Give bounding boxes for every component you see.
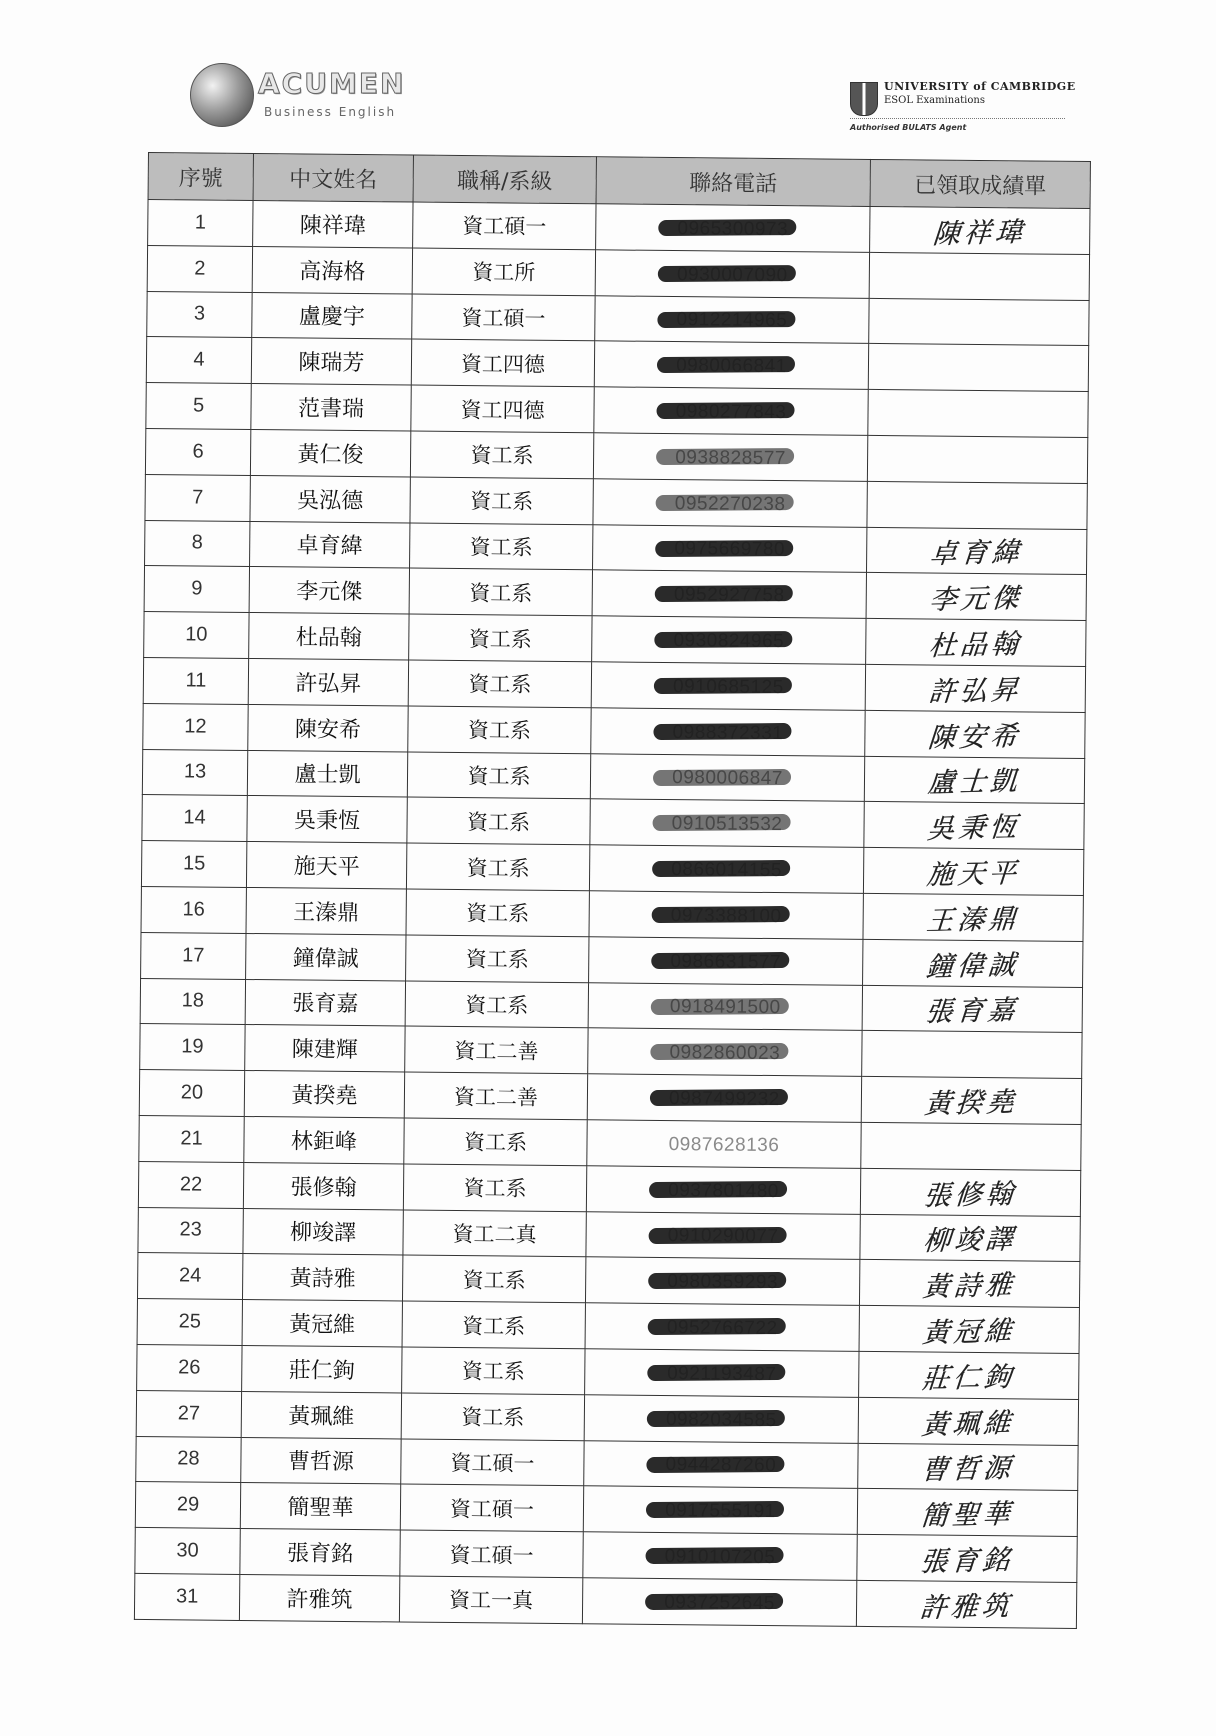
brand-word: ACUMEN xyxy=(258,67,406,100)
phone-cell xyxy=(589,845,863,893)
name-cell: 黃冠維 xyxy=(242,1300,402,1347)
handwritten-signature: 鐘偉誠 xyxy=(924,949,1021,983)
signature-cell xyxy=(860,1214,1080,1262)
cambridge-line1: UNIVERSITY of CAMBRIDGE xyxy=(884,80,1076,93)
phone-cell xyxy=(594,341,868,389)
signature-cell xyxy=(862,1031,1082,1079)
phone-cell xyxy=(591,662,865,710)
header-serial: 序號 xyxy=(148,153,253,201)
phone-cell xyxy=(584,1440,858,1488)
handwritten-signature: 莊仁鉤 xyxy=(920,1361,1017,1395)
divider xyxy=(850,118,1065,119)
handwritten-signature: 張修翰 xyxy=(922,1178,1019,1212)
handwritten-signature: 黃揆堯 xyxy=(923,1086,1019,1121)
phone-cell xyxy=(585,1257,859,1305)
cambridge-line2: ESOL Examinations xyxy=(884,95,985,106)
signature-cell xyxy=(857,1489,1077,1537)
phone-cell xyxy=(590,799,864,847)
redaction-mark xyxy=(650,1043,788,1060)
redaction-mark xyxy=(658,219,796,236)
serial-cell: 9 xyxy=(144,566,249,613)
serial-cell: 7 xyxy=(145,474,250,521)
serial-cell: 26 xyxy=(137,1344,242,1391)
serial-cell: 14 xyxy=(142,795,247,842)
score-report-table xyxy=(134,152,1090,1629)
redaction-mark xyxy=(658,265,796,282)
header-dept: 職稱/系級 xyxy=(413,155,596,204)
redaction-mark xyxy=(655,540,793,557)
name-cell: 曹哲源 xyxy=(241,1437,401,1484)
dept-cell: 資工系 xyxy=(406,889,589,937)
redaction-mark xyxy=(652,860,790,877)
handwritten-signature: 杜品翰 xyxy=(927,628,1024,663)
handwritten-signature: 許弘昇 xyxy=(927,674,1023,709)
name-cell: 王溱鼎 xyxy=(246,887,406,934)
serial-cell: 11 xyxy=(143,657,248,704)
phone-cell xyxy=(590,753,864,801)
name-cell: 許雅筑 xyxy=(239,1574,399,1621)
name-cell: 張育銘 xyxy=(240,1529,400,1576)
signature-cell xyxy=(859,1306,1079,1354)
signature-cell xyxy=(860,1168,1080,1216)
redaction-mark xyxy=(657,356,795,373)
handwritten-signature: 張育嘉 xyxy=(924,995,1020,1029)
dept-cell: 資工系 xyxy=(403,1164,586,1212)
signature-cell xyxy=(867,481,1087,529)
dept-cell: 資工系 xyxy=(406,935,589,983)
redaction-mark xyxy=(651,952,789,969)
name-cell: 盧慶宇 xyxy=(252,292,412,339)
dept-cell: 資工系 xyxy=(402,1347,585,1395)
globe-icon xyxy=(190,63,254,127)
redaction-mark xyxy=(653,814,791,831)
phone-cell xyxy=(587,1074,861,1122)
redaction-mark xyxy=(647,1364,785,1381)
handwritten-signature: 卓育緯 xyxy=(928,537,1025,571)
dept-cell: 資工系 xyxy=(409,614,592,662)
name-cell: 林鉅峰 xyxy=(244,1116,404,1163)
redaction-mark xyxy=(649,1227,787,1244)
redaction-mark xyxy=(647,1410,785,1427)
handwritten-signature: 盧士凱 xyxy=(926,766,1022,800)
brand-subtitle: Business English xyxy=(264,105,397,119)
cambridge-text xyxy=(884,80,1076,106)
name-cell: 陳安希 xyxy=(248,704,408,751)
phone-cell xyxy=(589,937,863,985)
header-received: 已領取成績單 xyxy=(870,159,1090,208)
signature-cell xyxy=(863,893,1083,941)
dept-cell: 資工系 xyxy=(408,706,591,754)
dept-cell: 資工系 xyxy=(410,477,593,525)
redaction-mark xyxy=(655,585,793,602)
phone-cell xyxy=(588,1028,862,1076)
name-cell: 許弘昇 xyxy=(248,658,408,705)
dept-cell: 資工系 xyxy=(407,752,590,800)
serial-cell: 12 xyxy=(143,703,248,750)
signature-cell xyxy=(862,985,1082,1033)
serial-cell: 16 xyxy=(141,886,246,933)
dept-cell: 資工系 xyxy=(401,1393,584,1441)
signature-cell xyxy=(867,435,1087,483)
serial-cell: 28 xyxy=(136,1436,241,1483)
dept-cell: 資工碩一 xyxy=(400,1530,583,1578)
signature-cell xyxy=(861,1122,1081,1170)
dept-cell: 資工系 xyxy=(402,1301,585,1349)
signature-cell xyxy=(863,939,1083,987)
signature-cell xyxy=(863,848,1083,896)
serial-cell: 24 xyxy=(137,1253,242,1300)
dept-cell: 資工二善 xyxy=(405,1026,588,1074)
signature-cell xyxy=(857,1534,1077,1582)
serial-cell: 30 xyxy=(135,1528,240,1575)
phone-cell xyxy=(585,1349,859,1397)
phone-cell xyxy=(583,1486,857,1534)
serial-cell: 22 xyxy=(138,1161,243,1208)
name-cell: 張育嘉 xyxy=(245,979,405,1026)
handwritten-signature: 李元傑 xyxy=(928,583,1024,617)
redaction-mark xyxy=(656,448,794,465)
name-cell: 高海格 xyxy=(252,246,412,293)
name-cell: 吳泓德 xyxy=(250,475,410,522)
signature-cell xyxy=(856,1580,1076,1628)
redaction-mark xyxy=(649,1181,787,1198)
signature-cell xyxy=(865,664,1085,712)
handwritten-signature: 許雅筑 xyxy=(918,1590,1015,1624)
dept-cell: 資工系 xyxy=(407,797,590,845)
signature-cell xyxy=(870,206,1090,254)
serial-cell: 21 xyxy=(139,1115,244,1162)
handwritten-signature: 張育銘 xyxy=(919,1544,1015,1579)
redaction-mark xyxy=(645,1593,783,1610)
dept-cell: 資工二真 xyxy=(403,1210,586,1258)
phone-cell xyxy=(587,1120,861,1168)
name-cell: 杜品翰 xyxy=(249,613,409,660)
name-cell: 吳秉恆 xyxy=(247,796,407,843)
phone-cell xyxy=(586,1165,860,1213)
redaction-mark xyxy=(653,723,791,740)
dept-cell: 資工系 xyxy=(406,843,589,891)
dept-cell: 資工系 xyxy=(410,523,593,571)
name-cell: 黃詩雅 xyxy=(242,1254,402,1301)
redaction-mark xyxy=(651,998,789,1015)
phone-cell xyxy=(596,204,870,252)
header-phone: 聯絡電話 xyxy=(596,157,870,207)
serial-cell: 3 xyxy=(147,291,252,338)
phone-cell xyxy=(585,1303,859,1351)
redaction-mark xyxy=(646,1501,784,1518)
handwritten-signature: 陳祥瑋 xyxy=(931,216,1028,251)
signature-cell xyxy=(859,1260,1079,1308)
signature-cell xyxy=(868,344,1088,392)
phone-cell xyxy=(593,524,867,572)
serial-cell: 10 xyxy=(144,612,249,659)
phone-cell xyxy=(586,1211,860,1259)
redaction-mark xyxy=(654,677,792,694)
name-cell: 盧士凱 xyxy=(247,750,407,797)
redaction-mark xyxy=(648,1318,786,1335)
serial-cell: 23 xyxy=(138,1207,243,1254)
serial-cell: 13 xyxy=(142,749,247,796)
phone-cell xyxy=(591,708,865,756)
serial-cell: 6 xyxy=(145,428,250,475)
redaction-mark xyxy=(648,1272,786,1289)
phone-cell xyxy=(595,250,869,298)
cambridge-shield-icon xyxy=(850,82,878,116)
phone-cell xyxy=(582,1578,856,1626)
signature-cell xyxy=(864,756,1084,804)
name-cell: 張修翰 xyxy=(243,1162,403,1209)
redaction-mark xyxy=(657,311,795,328)
dept-cell: 資工碩一 xyxy=(401,1439,584,1487)
name-cell: 陳建輝 xyxy=(245,1025,405,1072)
signature-cell xyxy=(866,527,1086,575)
name-cell: 卓育緯 xyxy=(250,521,410,568)
phone-cell xyxy=(593,433,867,481)
handwritten-signature: 黃冠維 xyxy=(921,1315,1017,1350)
name-cell: 李元傑 xyxy=(249,567,409,614)
serial-cell: 5 xyxy=(146,383,251,430)
name-cell: 黃揆堯 xyxy=(244,1071,404,1118)
serial-cell: 19 xyxy=(140,1024,245,1071)
phone-cell xyxy=(594,387,868,435)
signature-cell xyxy=(859,1351,1079,1399)
serial-cell: 17 xyxy=(141,932,246,979)
handwritten-signature: 吳秉恆 xyxy=(926,812,1022,846)
table-row xyxy=(134,1573,1076,1628)
dept-cell: 資工二善 xyxy=(404,1072,587,1120)
signature-cell xyxy=(865,710,1085,758)
name-cell: 陳瑞芳 xyxy=(251,338,411,385)
dept-cell: 資工系 xyxy=(408,660,591,708)
handwritten-signature: 柳竣譯 xyxy=(922,1224,1018,1258)
phone-cell xyxy=(592,616,866,664)
acumen-logo xyxy=(190,55,410,130)
handwritten-signature: 陳安希 xyxy=(926,720,1023,754)
cambridge-logo xyxy=(850,80,1080,140)
signature-cell xyxy=(861,1077,1081,1125)
dept-cell: 資工系 xyxy=(404,1118,587,1166)
phone-cell xyxy=(592,570,866,618)
serial-cell: 4 xyxy=(146,337,251,384)
dept-cell: 資工四德 xyxy=(411,339,594,387)
signature-cell xyxy=(866,619,1086,667)
serial-cell: 31 xyxy=(134,1573,239,1620)
phone-number: 0987628136 xyxy=(668,1133,780,1156)
name-cell: 黃仁俊 xyxy=(250,429,410,476)
redaction-mark xyxy=(656,402,794,419)
dept-cell: 資工碩一 xyxy=(400,1484,583,1532)
name-cell: 簡聖華 xyxy=(240,1483,400,1530)
phone-cell xyxy=(593,479,867,527)
dept-cell: 資工系 xyxy=(410,431,593,479)
serial-cell: 20 xyxy=(139,1070,244,1117)
cambridge-agent: Authorised BULATS Agent xyxy=(850,123,967,132)
phone-cell xyxy=(583,1532,857,1580)
name-cell: 施天平 xyxy=(246,842,406,889)
dept-cell: 資工碩一 xyxy=(413,202,596,250)
phone-cell xyxy=(588,982,862,1030)
handwritten-signature: 施天平 xyxy=(925,857,1022,892)
redaction-mark xyxy=(646,1455,784,1472)
serial-cell: 18 xyxy=(140,978,245,1025)
handwritten-signature: 曹哲源 xyxy=(919,1453,1016,1487)
dept-cell: 資工所 xyxy=(412,248,595,296)
name-cell: 鐘偉誠 xyxy=(246,933,406,980)
serial-cell: 15 xyxy=(141,841,246,888)
redaction-mark xyxy=(656,494,794,511)
signature-cell xyxy=(866,573,1086,621)
dept-cell: 資工一真 xyxy=(399,1576,582,1624)
name-cell: 范書瑞 xyxy=(251,384,411,431)
phone-cell xyxy=(584,1394,858,1442)
serial-cell: 8 xyxy=(145,520,250,567)
serial-cell: 27 xyxy=(136,1390,241,1437)
signature-cell xyxy=(858,1443,1078,1491)
serial-cell: 2 xyxy=(147,245,252,292)
redaction-mark xyxy=(654,631,792,648)
serial-cell: 25 xyxy=(137,1299,242,1346)
signature-cell xyxy=(869,298,1089,346)
redaction-mark xyxy=(652,906,790,923)
handwritten-signature: 王溱鼎 xyxy=(925,903,1021,938)
redaction-mark xyxy=(650,1089,788,1106)
serial-cell: 29 xyxy=(135,1482,240,1529)
dept-cell: 資工系 xyxy=(405,981,588,1029)
name-cell: 莊仁鉤 xyxy=(242,1345,402,1392)
redaction-mark xyxy=(645,1547,783,1564)
phone-cell xyxy=(589,891,863,939)
phone-cell xyxy=(595,295,869,343)
dept-cell: 資工四德 xyxy=(411,385,594,433)
handwritten-signature: 簡聖華 xyxy=(919,1498,1015,1533)
signature-cell xyxy=(858,1397,1078,1445)
dept-cell: 資工碩一 xyxy=(412,294,595,342)
name-cell: 柳竣譯 xyxy=(243,1208,403,1255)
table-body xyxy=(134,200,1090,1629)
signature-cell xyxy=(869,252,1089,300)
name-cell: 黃珮維 xyxy=(241,1391,401,1438)
header-name: 中文姓名 xyxy=(253,154,413,203)
handwritten-signature: 黃珮維 xyxy=(920,1407,1016,1441)
serial-cell: 1 xyxy=(148,200,253,247)
dept-cell: 資工系 xyxy=(402,1255,585,1303)
name-cell: 陳祥瑋 xyxy=(253,201,413,248)
signature-cell xyxy=(864,802,1084,850)
signature-cell xyxy=(868,390,1088,438)
dept-cell: 資工系 xyxy=(409,568,592,616)
redaction-mark xyxy=(653,769,791,786)
handwritten-signature: 黃詩雅 xyxy=(921,1269,1018,1304)
